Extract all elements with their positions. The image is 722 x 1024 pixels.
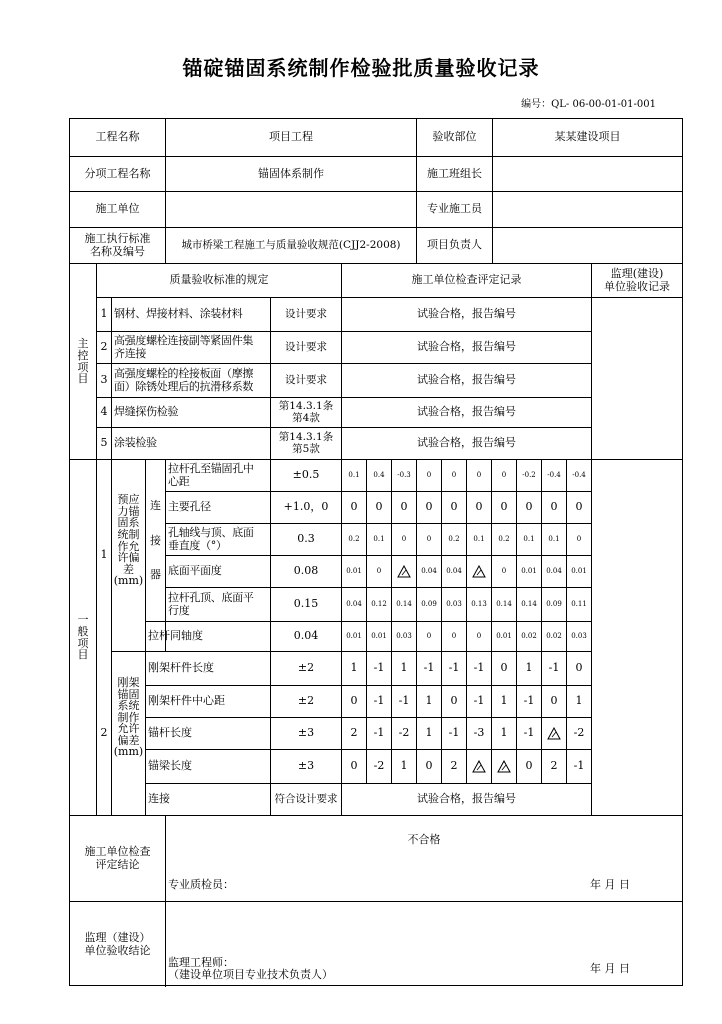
sub1-item-value[interactable]: 0.11 xyxy=(571,599,587,608)
sub2-item-value[interactable]: -1 xyxy=(373,661,385,675)
warning-triangle-icon xyxy=(472,565,486,578)
sub2-item-name: 刚架杆件长度 xyxy=(148,661,214,675)
project-manager-label: 项目负责人 xyxy=(427,238,482,252)
sub1-item-value[interactable]: 0.01 xyxy=(346,566,362,575)
sub1-item-value[interactable]: 0 xyxy=(575,500,583,514)
sub1-item-value[interactable]: -0.2 xyxy=(522,470,536,479)
sub1-item-value[interactable]: 0 xyxy=(375,500,383,514)
main-item-name: 焊缝探伤检验 xyxy=(114,405,179,419)
sub2-item-value[interactable]: 0 xyxy=(350,694,358,708)
contractor-conclusion-result[interactable]: 不合格 xyxy=(407,832,441,846)
sub1-item-value[interactable]: 0.14 xyxy=(496,599,512,608)
coaxial-item-value[interactable]: 0.01 xyxy=(371,631,387,640)
warning-triangle-icon xyxy=(472,760,486,773)
sub1-item-value[interactable]: 0.1 xyxy=(348,470,360,479)
sub2-item-value[interactable]: 1 xyxy=(525,661,533,675)
main-item-requirement: 设计要求 xyxy=(285,307,327,320)
sub1-item-value[interactable]: -0.3 xyxy=(397,470,411,479)
project-name-label: 工程名称 xyxy=(95,130,140,144)
sub1-item-name: 主要孔径 xyxy=(168,500,211,514)
sub1-item-value[interactable]: 0.13 xyxy=(471,599,487,608)
sub1-item-tolerance: ±0.5 xyxy=(292,468,320,482)
sub1-item-value[interactable]: 0 xyxy=(476,470,482,479)
sub2-item-value[interactable]: -2 xyxy=(373,759,385,773)
coaxial-item-value[interactable]: 0.03 xyxy=(396,631,412,640)
sub2-item-value[interactable]: 2 xyxy=(350,726,358,740)
coaxial-item-value[interactable]: 0 xyxy=(476,631,482,640)
sub2-item-name: 锚杆长度 xyxy=(148,726,192,740)
sub1-item-value[interactable]: 0 xyxy=(550,500,558,514)
sub1-item-value[interactable]: 0 xyxy=(525,500,533,514)
main-item-requirement: 第14.3.1条 第4款 xyxy=(278,399,334,424)
main-item-number: 3 xyxy=(100,373,108,387)
sub2-item-value[interactable]: 1 xyxy=(500,726,508,740)
warning-triangle-icon xyxy=(497,760,511,773)
sub2-item-value[interactable]: -1 xyxy=(523,694,535,708)
sub2-item-value[interactable]: 0 xyxy=(350,759,358,773)
sub2-item-value[interactable]: 0 xyxy=(450,694,458,708)
sub2-item-value[interactable]: -2 xyxy=(573,726,585,740)
sub1-item-value[interactable]: 0.04 xyxy=(346,599,362,608)
sub2-item-value[interactable]: 1 xyxy=(400,661,408,675)
coaxial-item-value[interactable]: 0.02 xyxy=(521,631,537,640)
sub2-item-value[interactable]: 2 xyxy=(550,759,558,773)
main-item-number: 4 xyxy=(100,405,108,419)
sub1-item-value[interactable]: 0.2 xyxy=(498,534,510,543)
main-item-result[interactable]: 试验合格，报告编号 xyxy=(417,373,516,387)
sub1-item-value[interactable]: 0 xyxy=(350,500,358,514)
sub2-item-value[interactable]: -1 xyxy=(523,726,535,740)
connection-item-result[interactable]: 试验合格，报告编号 xyxy=(417,792,516,806)
supervisor-date[interactable]: 年 月 日 xyxy=(590,961,630,975)
sub1-item-value[interactable]: 0 xyxy=(501,470,507,479)
sub2-item-value[interactable]: -1 xyxy=(548,661,560,675)
main-item-requirement: 第14.3.1条 第5款 xyxy=(278,430,334,455)
connection-item-requirement: 符合设计要求 xyxy=(274,792,338,805)
coaxial-item-value[interactable]: 0.01 xyxy=(346,631,362,640)
inspection-record-table xyxy=(69,118,683,986)
main-item-number: 2 xyxy=(100,340,108,354)
sub2-item-value[interactable]: -3 xyxy=(473,726,485,740)
main-item-result[interactable]: 试验合格，报告编号 xyxy=(417,436,516,450)
sub1-item-value[interactable]: 0.2 xyxy=(448,534,460,543)
sub1-number: 1 xyxy=(100,548,108,562)
team-leader-label: 施工班组长 xyxy=(427,166,482,180)
sub1-item-value[interactable]: 0.04 xyxy=(546,566,562,575)
sub2-item-value[interactable]: 1 xyxy=(425,694,433,708)
main-item-requirement: 设计要求 xyxy=(285,373,327,386)
connector-label: 连 接 器 xyxy=(150,499,161,582)
inspector-label: 专业质检员： xyxy=(168,877,234,891)
sub1-item-value[interactable]: 0.1 xyxy=(473,534,485,543)
specialist-value[interactable] xyxy=(493,192,682,227)
coaxial-item-value[interactable]: 0.02 xyxy=(546,631,562,640)
sub2-item-value[interactable]: 1 xyxy=(500,694,508,708)
connection-item-name: 连接 xyxy=(148,792,170,806)
sub1-item-value[interactable]: 0 xyxy=(500,500,508,514)
sub1-item-value[interactable]: 0 xyxy=(576,534,582,543)
sub2-item-value[interactable]: 0 xyxy=(550,694,558,708)
sub2-item-tolerance: ±2 xyxy=(297,661,315,675)
sub2-item-value[interactable]: 0 xyxy=(425,759,433,773)
team-leader-value[interactable] xyxy=(493,157,682,191)
coaxial-item-name: 拉杆同轴度 xyxy=(148,629,203,643)
sub1-item-value[interactable]: 0.2 xyxy=(348,534,360,543)
inspection-part-value[interactable]: 某某建设项目 xyxy=(554,130,621,144)
sub1-item-value[interactable]: -0.4 xyxy=(547,470,561,479)
sub-project-label: 分项工程名称 xyxy=(84,166,151,180)
inspection-part-label: 验收部位 xyxy=(432,130,477,144)
main-item-result[interactable]: 试验合格，报告编号 xyxy=(417,307,516,321)
main-item-name: 高强度螺栓的栓接板面（摩擦 面）除锈处理后的抗滑移系数 xyxy=(114,367,254,393)
sub1-item-tolerance: 0.3 xyxy=(297,532,315,546)
sub1-item-value[interactable]: 0.1 xyxy=(548,534,560,543)
sub2-item-value[interactable]: 1 xyxy=(350,661,358,675)
sub2-number: 2 xyxy=(100,726,108,740)
sub1-item-value[interactable]: 0 xyxy=(426,534,432,543)
sub1-item-value[interactable]: 0.14 xyxy=(396,599,412,608)
sub2-item-tolerance: ±2 xyxy=(297,694,315,708)
sub1-item-value[interactable]: 0 xyxy=(475,500,483,514)
standard-label: 施工执行标准 名称及编号 xyxy=(84,232,151,258)
sub1-item-value[interactable]: 0 xyxy=(501,566,507,575)
warning-triangle-icon xyxy=(547,727,561,740)
sub2-item-value[interactable]: -1 xyxy=(473,694,485,708)
sub1-item-value[interactable]: 0.1 xyxy=(523,534,535,543)
col-contractor-header: 施工单位检查评定记录 xyxy=(411,273,522,287)
sub-project-value[interactable]: 锚固体系制作 xyxy=(258,166,324,180)
coaxial-item-value[interactable]: 0.03 xyxy=(571,631,587,640)
main-item-requirement: 设计要求 xyxy=(285,340,327,353)
sub1-item-value[interactable]: 0.12 xyxy=(371,599,387,608)
main-item-name: 钢材、焊接材料、涂装材料 xyxy=(114,307,243,321)
sub2-label: 刚架 锚固 系统 制作 允许 偏差 (mm) xyxy=(113,676,144,759)
sub1-item-value[interactable]: 0.03 xyxy=(446,599,462,608)
contractor-value[interactable] xyxy=(166,192,416,227)
sub1-item-value[interactable]: -0.4 xyxy=(572,470,586,479)
sub2-item-value[interactable]: -1 xyxy=(373,694,385,708)
main-item-name: 高强度螺栓连接副等紧固件集 齐连接 xyxy=(114,334,254,360)
sub2-item-value[interactable]: -2 xyxy=(398,726,410,740)
engineer-label: 监理工程师： （建设单位项目专业技术负责人） xyxy=(168,955,333,981)
project-name-value[interactable]: 项目工程 xyxy=(269,130,313,144)
sub1-item-value[interactable]: 0 xyxy=(426,470,432,479)
document-number: 编号：QL- 06-00-01-01-001 xyxy=(521,99,656,110)
main-item-number: 5 xyxy=(100,436,108,450)
warning-triangle-icon xyxy=(397,565,411,578)
main-item-result[interactable]: 试验合格，报告编号 xyxy=(417,340,516,354)
col-supervisor-header: 监理(建设) 单位验收记录 xyxy=(604,267,670,293)
col-standard-header: 质量验收标准的规定 xyxy=(169,273,269,287)
main-items-group-label: 主 控 项 目 xyxy=(77,337,89,386)
sub1-item-value[interactable]: 0 xyxy=(400,500,408,514)
coaxial-item-value[interactable]: 0 xyxy=(451,631,457,640)
sub2-item-value[interactable]: -1 xyxy=(448,661,460,675)
sub1-item-value[interactable]: 0 xyxy=(401,534,407,543)
sub2-item-value[interactable]: 1 xyxy=(400,759,408,773)
sub1-item-value[interactable]: 0.14 xyxy=(521,599,537,608)
sub2-item-value[interactable]: -1 xyxy=(448,726,460,740)
sub2-item-value[interactable]: -1 xyxy=(473,661,485,675)
coaxial-item-value[interactable]: 0 xyxy=(426,631,432,640)
sub1-item-name: 孔轴线与顶、底面 垂直度（°） xyxy=(168,526,254,552)
sub2-item-value[interactable]: 1 xyxy=(575,694,583,708)
sub1-item-tolerance: +1.0，0 xyxy=(283,500,329,514)
sub1-item-value[interactable]: 0 xyxy=(376,566,382,575)
sub1-item-value[interactable]: 0.04 xyxy=(446,566,462,575)
sub2-item-value[interactable]: 0 xyxy=(500,661,508,675)
standard-value[interactable]: 城市桥梁工程施工与质量验收规范(CJJ2-2008) xyxy=(181,238,401,251)
main-item-result[interactable]: 试验合格，报告编号 xyxy=(417,405,516,419)
sub1-item-name: 拉杆孔至锚固孔中 心距 xyxy=(168,462,254,488)
sub1-item-value[interactable]: 0.01 xyxy=(521,566,537,575)
sub2-item-tolerance: ±3 xyxy=(297,759,315,773)
sub2-item-value[interactable]: 2 xyxy=(450,759,458,773)
contractor-date[interactable]: 年 月 日 xyxy=(590,877,630,891)
page-title: 锚碇锚固系统制作检验批质量验收记录 xyxy=(182,56,540,80)
sub2-item-value[interactable]: 1 xyxy=(425,726,433,740)
contractor-conclusion-label: 施工单位检查 评定结论 xyxy=(84,845,151,871)
sub2-item-value[interactable]: -1 xyxy=(423,661,435,675)
sub2-item-value[interactable]: -1 xyxy=(373,726,385,740)
sub1-item-value[interactable]: 0.09 xyxy=(546,599,562,608)
main-item-name: 涂装检验 xyxy=(114,436,157,450)
sub2-item-name: 刚架杆件中心距 xyxy=(148,694,225,708)
sub1-item-value[interactable]: 0.04 xyxy=(421,566,437,575)
sub2-item-value[interactable]: 0 xyxy=(575,661,583,675)
sub2-item-value[interactable]: -1 xyxy=(398,694,410,708)
sub1-item-tolerance: 0.08 xyxy=(293,564,319,578)
sub1-item-value[interactable]: 0 xyxy=(425,500,433,514)
sub1-item-value[interactable]: 0.09 xyxy=(421,599,437,608)
supervisor-conclusion-label: 监理（建设） 单位验收结论 xyxy=(84,931,151,957)
sub1-item-tolerance: 0.15 xyxy=(293,597,319,611)
sub1-item-value[interactable]: 0.4 xyxy=(373,470,385,479)
sub1-item-value[interactable]: 0.01 xyxy=(571,566,587,575)
sub1-item-value[interactable]: 0 xyxy=(451,470,457,479)
sub2-item-name: 锚梁长度 xyxy=(148,759,192,773)
sub2-item-value[interactable]: -1 xyxy=(573,759,585,773)
sub2-item-value[interactable]: 0 xyxy=(525,759,533,773)
specialist-label: 专业施工员 xyxy=(427,202,482,216)
sub1-item-value[interactable]: 0 xyxy=(450,500,458,514)
sub1-label: 预应 力锚 固系 统制 作允 许偏 差 (mm) xyxy=(113,493,144,588)
sub2-item-tolerance: ±3 xyxy=(297,726,315,740)
coaxial-item-tolerance: 0.04 xyxy=(293,629,319,643)
sub1-item-name: 拉杆孔顶、底面平 行度 xyxy=(168,591,254,617)
general-items-group-label: 一 般 项 目 xyxy=(77,613,89,662)
coaxial-item-value[interactable]: 0.01 xyxy=(496,631,512,640)
main-item-number: 1 xyxy=(100,307,108,321)
sub1-item-name: 底面平面度 xyxy=(168,564,222,578)
project-manager-value[interactable] xyxy=(493,228,682,263)
contractor-label: 施工单位 xyxy=(95,202,140,216)
sub1-item-value[interactable]: 0.1 xyxy=(373,534,385,543)
